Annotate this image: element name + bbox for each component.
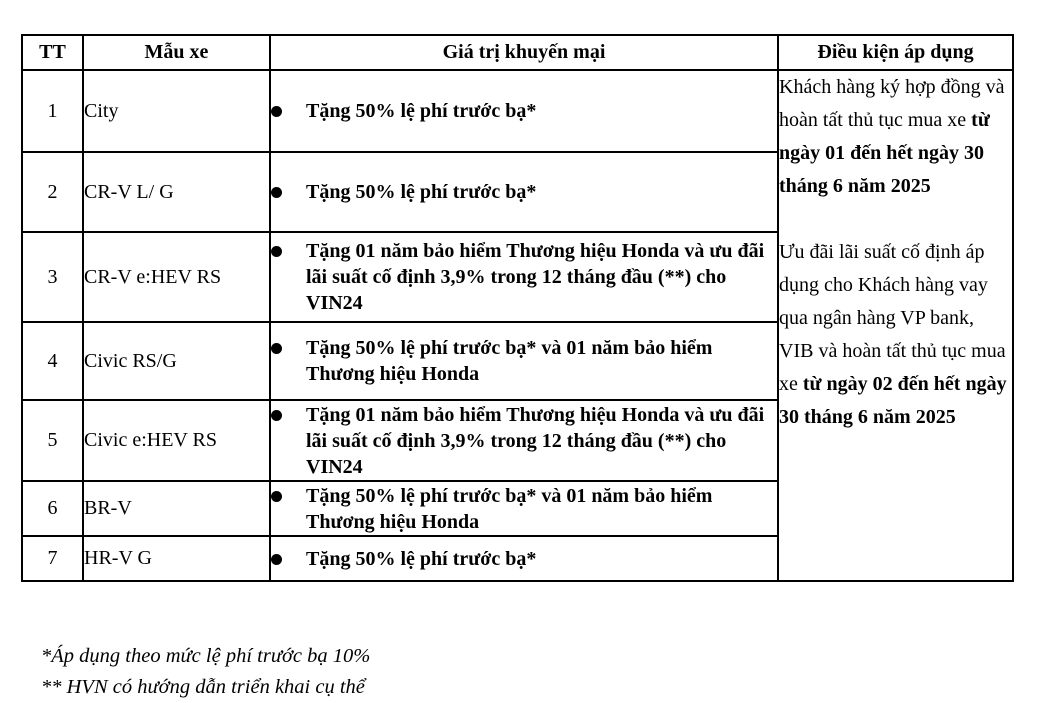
bullet-icon <box>271 343 282 354</box>
footnote-line: *Áp dụng theo mức lệ phí trước bạ 10% <box>41 645 371 667</box>
condition-paragraph-2 <box>779 236 1012 434</box>
promo-bullet-item <box>271 238 777 316</box>
bullet-icon <box>271 410 282 421</box>
promo-text: Tặng 50% lệ phí trước bạ* <box>306 100 537 122</box>
col-header-tt: TT <box>22 35 83 70</box>
row-number: 4 <box>22 322 83 400</box>
promo-bullet-item <box>271 546 777 572</box>
model-name: CR-V e:HEV RS <box>83 232 270 322</box>
col-header-conditions: Điều kiện áp dụng <box>778 35 1013 70</box>
condition-paragraph-1 <box>779 71 1012 203</box>
row-number: 2 <box>22 152 83 232</box>
row-number: 6 <box>22 481 83 536</box>
row-number: 7 <box>22 536 83 581</box>
promo-cell <box>270 322 778 400</box>
bullet-icon <box>271 246 282 257</box>
promo-text: Tặng 50% lệ phí trước bạ* và 01 năm bảo hiểm Thương hiệu Honda <box>306 484 713 533</box>
promo-bullet-item <box>271 402 777 480</box>
bullet-icon <box>271 106 282 117</box>
promo-document <box>21 34 1014 698</box>
promo-cell <box>270 536 778 581</box>
conditions-cell <box>778 70 1013 581</box>
model-name: Civic e:HEV RS <box>83 400 270 481</box>
bullet-icon <box>271 187 282 198</box>
promo-text: Tặng 01 năm bảo hiểm Thương hiệu Honda và ưu đãi lãi suất cố định 3,9% trong 12 tháng đầu (**) cho VIN24 <box>306 240 765 314</box>
promo-bullet-item <box>271 179 777 205</box>
condition-dates: từ ngày 02 đến hết ngày 30 tháng 6 năm 2025 <box>779 373 1007 428</box>
row-number: 3 <box>22 232 83 322</box>
bullet-icon <box>271 554 282 565</box>
promo-cell <box>270 232 778 322</box>
footnotes <box>41 641 370 703</box>
promo-bullet-item <box>271 335 777 387</box>
promo-text: Tặng 01 năm bảo hiểm Thương hiệu Honda và ưu đãi lãi suất cố định 3,9% trong 12 tháng đầu (**) cho VIN24 <box>306 403 765 478</box>
col-header-promo: Giá trị khuyến mại <box>270 35 778 70</box>
promo-table <box>21 34 1014 582</box>
table-row <box>22 70 1013 152</box>
model-name: Civic RS/G <box>83 322 270 400</box>
bullet-icon <box>271 491 282 502</box>
promo-bullet-item <box>271 98 777 124</box>
promo-cell <box>270 400 778 481</box>
row-number: 1 <box>22 70 83 152</box>
promo-text: Tặng 50% lệ phí trước bạ* <box>306 181 537 203</box>
model-name: City <box>83 70 270 152</box>
promo-text: Tặng 50% lệ phí trước bạ* và 01 năm bảo hiểm Thương hiệu Honda <box>306 337 713 385</box>
col-header-model: Mẫu xe <box>83 35 270 70</box>
table-body <box>22 70 1013 581</box>
header-row <box>22 35 1013 70</box>
promo-text: Tặng 50% lệ phí trước bạ* <box>306 547 537 570</box>
promo-bullet-item <box>271 483 777 535</box>
condition-dates: từ ngày 01 đến hết ngày 30 tháng 6 năm 2025 <box>779 109 990 197</box>
model-name: BR-V <box>83 481 270 536</box>
row-number: 5 <box>22 400 83 481</box>
promo-cell <box>270 152 778 232</box>
promo-cell <box>270 70 778 152</box>
model-name: HR-V G <box>83 536 270 581</box>
footnote-line: ** HVN có hướng dẫn triển khai cụ thể <box>41 676 365 698</box>
promo-cell <box>270 481 778 536</box>
condition-text: Ưu đãi lãi suất cố định áp dụng cho Khách hàng vay qua ngân hàng VP bank, VIB và hoàn tất thủ tục mua xe <box>779 241 1006 395</box>
model-name: CR-V L/ G <box>83 152 270 232</box>
condition-text: Khách hàng ký hợp đồng và hoàn tất thủ tục mua xe <box>779 76 1005 131</box>
